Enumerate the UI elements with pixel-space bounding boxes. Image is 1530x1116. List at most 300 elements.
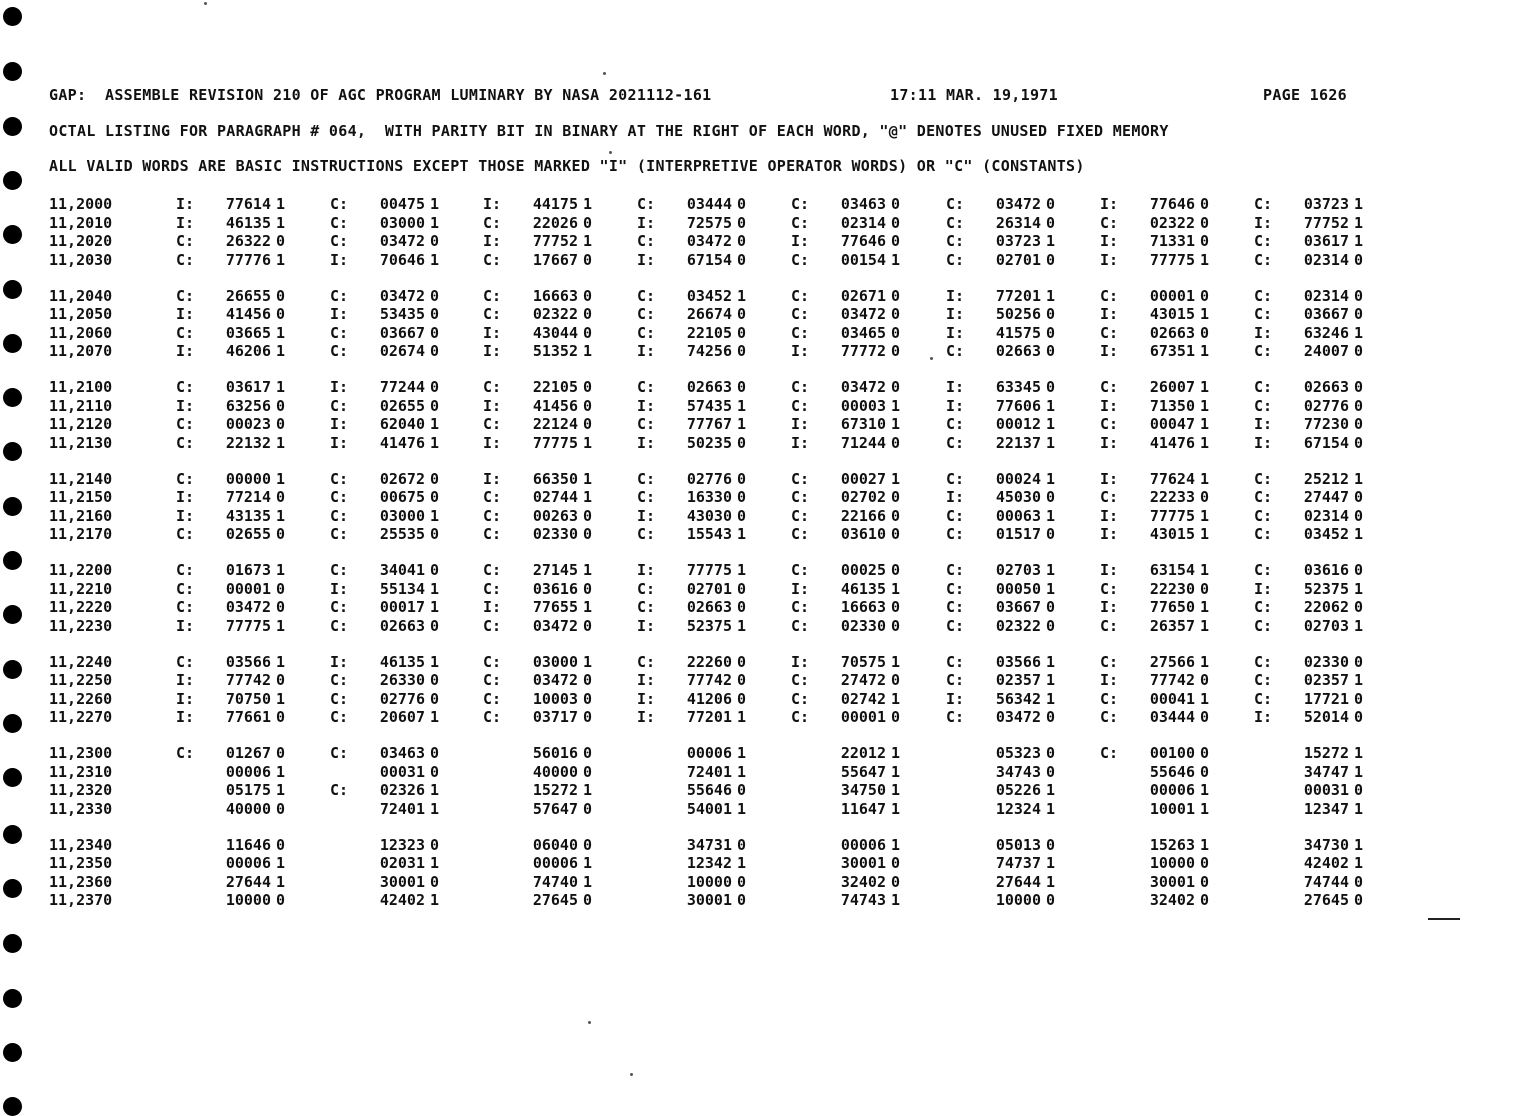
octal-value: 10001 xyxy=(1149,799,1195,818)
word-type-tag: C: xyxy=(483,616,502,635)
memory-word xyxy=(791,415,900,433)
parity-bit: 0 xyxy=(890,598,900,616)
octal-value: 30001 xyxy=(379,872,425,891)
parity-bit: 1 xyxy=(275,213,285,232)
word-type-tag: C: xyxy=(330,286,349,305)
parity-bit: 1 xyxy=(1199,415,1209,433)
parity-bit: 0 xyxy=(890,616,900,635)
word-type-tag: I: xyxy=(1100,195,1119,213)
parity-bit: 0 xyxy=(1199,708,1209,726)
parity-bit: 1 xyxy=(890,250,900,269)
octal-value: 77775 xyxy=(225,616,271,635)
listing-row xyxy=(0,690,1530,708)
word-type-tag: C: xyxy=(1254,396,1273,415)
word-type-tag: I: xyxy=(330,305,349,323)
parity-bit: 1 xyxy=(1045,579,1055,598)
memory-word xyxy=(1100,891,1209,909)
parity-bit: 0 xyxy=(582,250,592,269)
octal-value: 00050 xyxy=(995,579,1041,598)
octal-value: 00041 xyxy=(1149,689,1195,708)
parity-bit: 0 xyxy=(1199,891,1209,909)
parity-bit: 1 xyxy=(429,799,439,818)
word-type-tag: C: xyxy=(1254,250,1273,269)
memory-word xyxy=(330,488,439,506)
memory-word xyxy=(483,525,592,543)
octal-value: 62040 xyxy=(379,415,425,433)
octal-value: 34731 xyxy=(686,835,732,854)
parity-bit: 0 xyxy=(582,708,592,726)
parity-bit: 0 xyxy=(582,835,592,854)
word-type-tag: C: xyxy=(1100,378,1119,396)
memory-word xyxy=(176,708,285,726)
parity-bit: 1 xyxy=(1199,433,1209,452)
octal-value: 26674 xyxy=(686,305,732,323)
memory-word xyxy=(637,690,746,708)
word-type-tag: C: xyxy=(791,213,810,232)
parity-bit: 1 xyxy=(429,250,439,269)
memory-word xyxy=(330,525,439,543)
parity-bit: 0 xyxy=(1045,762,1055,781)
memory-word xyxy=(637,488,746,506)
octal-value: 22026 xyxy=(532,213,578,232)
word-type-tag: I: xyxy=(946,305,965,323)
octal-value: 02031 xyxy=(379,854,425,872)
memory-word xyxy=(1254,324,1363,342)
memory-word xyxy=(483,873,592,891)
memory-word xyxy=(1254,214,1363,232)
parity-bit: 1 xyxy=(1353,213,1363,232)
parity-bit: 1 xyxy=(429,579,439,598)
memory-word xyxy=(1100,836,1209,854)
octal-value: 00006 xyxy=(532,854,578,872)
octal-value: 77752 xyxy=(532,232,578,250)
octal-value: 67310 xyxy=(840,415,886,433)
octal-value: 12347 xyxy=(1303,799,1349,818)
octal-value: 66350 xyxy=(532,469,578,488)
memory-word xyxy=(1254,671,1363,689)
memory-word xyxy=(637,561,746,579)
parity-bit: 1 xyxy=(736,525,746,543)
octal-value: 12342 xyxy=(686,854,732,872)
parity-bit: 0 xyxy=(1199,488,1209,506)
word-type-tag: C: xyxy=(791,469,810,488)
memory-word xyxy=(1254,378,1363,396)
parity-bit: 0 xyxy=(582,415,592,433)
parity-bit: 0 xyxy=(582,396,592,415)
memory-word xyxy=(1254,251,1363,269)
memory-word xyxy=(1254,653,1363,671)
memory-word xyxy=(330,342,439,360)
octal-value: 53435 xyxy=(379,305,425,323)
octal-value: 03452 xyxy=(1303,525,1349,543)
parity-bit: 0 xyxy=(275,835,285,854)
memory-word xyxy=(637,324,746,342)
parity-bit: 1 xyxy=(1199,781,1209,799)
listing-row xyxy=(0,525,1530,543)
parity-bit: 0 xyxy=(736,469,746,488)
parity-bit: 0 xyxy=(275,708,285,726)
word-type-tag: C: xyxy=(330,488,349,506)
octal-value: 55646 xyxy=(1149,762,1195,781)
memory-word xyxy=(946,470,1055,488)
punch-hole-icon xyxy=(3,62,22,81)
memory-word xyxy=(176,397,285,415)
memory-word xyxy=(791,800,900,818)
octal-value: 70575 xyxy=(840,652,886,671)
parity-bit: 1 xyxy=(890,469,900,488)
word-type-tag: C: xyxy=(483,579,502,598)
octal-value: 00263 xyxy=(532,506,578,525)
parity-bit: 0 xyxy=(275,744,285,762)
memory-word xyxy=(483,251,592,269)
parity-bit: 1 xyxy=(1199,469,1209,488)
octal-value: 03472 xyxy=(840,305,886,323)
parity-bit: 1 xyxy=(1353,579,1363,598)
octal-value: 56016 xyxy=(532,744,578,762)
parity-bit: 0 xyxy=(1045,378,1055,396)
octal-value: 63345 xyxy=(995,378,1041,396)
parity-bit: 0 xyxy=(1199,744,1209,762)
listing-row xyxy=(0,378,1530,396)
parity-bit: 0 xyxy=(890,286,900,305)
parity-bit: 1 xyxy=(275,781,285,799)
punch-hole-icon xyxy=(3,1097,22,1116)
memory-word xyxy=(1100,873,1209,891)
memory-word xyxy=(1254,415,1363,433)
memory-word xyxy=(330,781,439,799)
memory-word xyxy=(1254,195,1363,213)
page-number: PAGE 1626 xyxy=(1263,86,1347,104)
memory-word xyxy=(483,434,592,452)
word-type-tag: C: xyxy=(330,781,349,799)
octal-value: 00031 xyxy=(1303,781,1349,799)
octal-value: 22105 xyxy=(532,378,578,396)
parity-bit: 1 xyxy=(736,415,746,433)
parity-bit: 1 xyxy=(582,342,592,360)
octal-value: 03472 xyxy=(225,598,271,616)
parity-bit: 0 xyxy=(890,378,900,396)
memory-word xyxy=(1100,617,1209,635)
parity-bit: 0 xyxy=(736,378,746,396)
word-type-tag: C: xyxy=(637,305,656,323)
memory-word xyxy=(483,232,592,250)
memory-word xyxy=(637,653,746,671)
memory-word xyxy=(1100,251,1209,269)
octal-value: 74744 xyxy=(1303,872,1349,891)
word-type-tag: C: xyxy=(1254,286,1273,305)
parity-bit: 0 xyxy=(1353,378,1363,396)
octal-value: 03616 xyxy=(1303,561,1349,579)
word-type-tag: I: xyxy=(1254,708,1273,726)
word-type-tag: C: xyxy=(791,598,810,616)
memory-word xyxy=(1100,744,1209,762)
memory-word xyxy=(946,598,1055,616)
memory-word xyxy=(637,598,746,616)
memory-word xyxy=(330,287,439,305)
octal-value: 22105 xyxy=(686,323,732,342)
word-type-tag: I: xyxy=(1254,579,1273,598)
parity-bit: 0 xyxy=(890,671,900,689)
parity-bit: 0 xyxy=(275,415,285,433)
octal-value: 01673 xyxy=(225,561,271,579)
listing-row xyxy=(0,671,1530,689)
row-address: 11,2370 xyxy=(49,891,113,909)
memory-word xyxy=(483,342,592,360)
octal-value: 17667 xyxy=(532,250,578,269)
word-type-tag: C: xyxy=(1254,469,1273,488)
word-type-tag: C: xyxy=(176,378,195,396)
memory-word xyxy=(176,214,285,232)
octal-value: 77655 xyxy=(532,598,578,616)
row-address: 11,2040 xyxy=(49,286,113,305)
parity-bit: 0 xyxy=(1045,708,1055,726)
listing-row xyxy=(0,580,1530,598)
parity-bit: 0 xyxy=(429,689,439,708)
word-type-tag: C: xyxy=(791,689,810,708)
memory-word xyxy=(1100,781,1209,799)
octal-value: 00001 xyxy=(1149,286,1195,305)
octal-value: 12323 xyxy=(379,835,425,854)
parity-bit: 0 xyxy=(429,342,439,360)
parity-bit: 0 xyxy=(582,286,592,305)
parity-bit: 0 xyxy=(1045,598,1055,616)
memory-word xyxy=(176,305,285,323)
parity-bit: 1 xyxy=(736,708,746,726)
memory-word xyxy=(637,873,746,891)
memory-word xyxy=(791,873,900,891)
octal-value: 03000 xyxy=(379,213,425,232)
memory-word xyxy=(1100,342,1209,360)
word-type-tag: C: xyxy=(791,561,810,579)
parity-bit: 1 xyxy=(275,250,285,269)
octal-value: 63154 xyxy=(1149,561,1195,579)
octal-value: 22062 xyxy=(1303,598,1349,616)
listing-row xyxy=(0,891,1530,909)
word-type-tag: C: xyxy=(1254,561,1273,579)
octal-value: 74743 xyxy=(840,891,886,909)
octal-value: 56342 xyxy=(995,689,1041,708)
memory-word xyxy=(176,561,285,579)
word-type-tag: C: xyxy=(176,652,195,671)
word-type-tag: I: xyxy=(176,689,195,708)
memory-word xyxy=(1254,800,1363,818)
parity-bit: 1 xyxy=(1199,250,1209,269)
word-type-tag: I: xyxy=(483,342,502,360)
word-type-tag: C: xyxy=(946,616,965,635)
parity-bit: 1 xyxy=(890,689,900,708)
memory-word xyxy=(946,763,1055,781)
parity-bit: 0 xyxy=(890,305,900,323)
memory-word xyxy=(946,671,1055,689)
word-type-tag: C: xyxy=(176,415,195,433)
memory-word xyxy=(637,214,746,232)
memory-word xyxy=(791,854,900,872)
parity-bit: 0 xyxy=(1045,488,1055,506)
octal-value: 15263 xyxy=(1149,835,1195,854)
parity-bit: 0 xyxy=(582,616,592,635)
word-type-tag: I: xyxy=(946,323,965,342)
word-type-tag: C: xyxy=(176,323,195,342)
memory-word xyxy=(946,287,1055,305)
parity-bit: 0 xyxy=(1199,195,1209,213)
octal-value: 15272 xyxy=(532,781,578,799)
memory-word xyxy=(330,324,439,342)
parity-bit: 1 xyxy=(1045,506,1055,525)
memory-word xyxy=(637,763,746,781)
parity-bit: 1 xyxy=(582,469,592,488)
word-type-tag: C: xyxy=(483,689,502,708)
row-address: 11,2340 xyxy=(49,835,113,854)
listing-row xyxy=(0,507,1530,525)
octal-value: 02663 xyxy=(379,616,425,635)
octal-value: 71331 xyxy=(1149,232,1195,250)
word-type-tag: I: xyxy=(637,433,656,452)
parity-bit: 1 xyxy=(275,561,285,579)
memory-word xyxy=(791,836,900,854)
octal-value: 77650 xyxy=(1149,598,1195,616)
parity-bit: 1 xyxy=(582,561,592,579)
memory-word xyxy=(483,507,592,525)
octal-value: 03472 xyxy=(532,616,578,635)
parity-bit: 1 xyxy=(736,854,746,872)
memory-word xyxy=(176,378,285,396)
octal-value: 43030 xyxy=(686,506,732,525)
octal-value: 57647 xyxy=(532,799,578,818)
word-type-tag: C: xyxy=(483,415,502,433)
octal-value: 22137 xyxy=(995,433,1041,452)
octal-value: 02314 xyxy=(1303,506,1349,525)
memory-word xyxy=(1100,708,1209,726)
parity-bit: 1 xyxy=(1199,598,1209,616)
row-address: 11,2060 xyxy=(49,323,113,342)
word-type-tag: C: xyxy=(330,598,349,616)
parity-bit: 1 xyxy=(429,781,439,799)
parity-bit: 1 xyxy=(890,744,900,762)
word-type-tag: C: xyxy=(176,561,195,579)
parity-bit: 0 xyxy=(275,598,285,616)
memory-word xyxy=(1254,873,1363,891)
word-type-tag: I: xyxy=(176,305,195,323)
parity-bit: 0 xyxy=(582,525,592,543)
memory-word xyxy=(1100,287,1209,305)
octal-value: 57435 xyxy=(686,396,732,415)
word-type-tag: C: xyxy=(176,286,195,305)
memory-word xyxy=(637,415,746,433)
octal-value: 42402 xyxy=(379,891,425,909)
punch-hole-icon xyxy=(3,7,22,26)
word-type-tag: I: xyxy=(1100,433,1119,452)
memory-word xyxy=(791,324,900,342)
octal-value: 00001 xyxy=(225,579,271,598)
octal-value: 55134 xyxy=(379,579,425,598)
word-type-tag: C: xyxy=(791,708,810,726)
word-type-tag: C: xyxy=(1254,598,1273,616)
octal-value: 03472 xyxy=(379,232,425,250)
memory-word xyxy=(637,397,746,415)
word-type-tag: C: xyxy=(483,561,502,579)
memory-word xyxy=(330,836,439,854)
memory-word xyxy=(637,744,746,762)
octal-value: 70750 xyxy=(225,689,271,708)
word-type-tag: C: xyxy=(176,232,195,250)
parity-bit: 1 xyxy=(1045,561,1055,579)
octal-value: 70646 xyxy=(379,250,425,269)
octal-value: 46135 xyxy=(840,579,886,598)
octal-value: 05323 xyxy=(995,744,1041,762)
memory-word xyxy=(946,507,1055,525)
parity-bit: 0 xyxy=(736,305,746,323)
row-address: 11,2310 xyxy=(49,762,113,781)
word-type-tag: C: xyxy=(946,652,965,671)
word-type-tag: C: xyxy=(1100,323,1119,342)
word-type-tag: C: xyxy=(1100,616,1119,635)
memory-word xyxy=(483,415,592,433)
word-type-tag: I: xyxy=(637,689,656,708)
memory-word xyxy=(1100,653,1209,671)
memory-word xyxy=(176,507,285,525)
row-address: 11,2070 xyxy=(49,342,113,360)
octal-value: 02776 xyxy=(686,469,732,488)
octal-value: 22124 xyxy=(532,415,578,433)
memory-word xyxy=(176,287,285,305)
listing-row xyxy=(0,434,1530,452)
octal-value: 43015 xyxy=(1149,305,1195,323)
octal-value: 16663 xyxy=(532,286,578,305)
octal-value: 11647 xyxy=(840,799,886,818)
octal-value: 43015 xyxy=(1149,525,1195,543)
octal-value: 27645 xyxy=(1303,891,1349,909)
listing-row xyxy=(0,470,1530,488)
word-type-tag: I: xyxy=(1254,323,1273,342)
memory-word xyxy=(483,763,592,781)
octal-value: 00006 xyxy=(1149,781,1195,799)
memory-word xyxy=(483,488,592,506)
octal-value: 02701 xyxy=(686,579,732,598)
word-type-tag: I: xyxy=(1100,232,1119,250)
parity-bit: 1 xyxy=(736,762,746,781)
octal-value: 17721 xyxy=(1303,689,1349,708)
word-type-tag: I: xyxy=(483,396,502,415)
parity-bit: 0 xyxy=(890,323,900,342)
octal-value: 30001 xyxy=(686,891,732,909)
octal-value: 00001 xyxy=(840,708,886,726)
memory-word xyxy=(176,470,285,488)
row-address: 11,2270 xyxy=(49,708,113,726)
octal-value: 03667 xyxy=(1303,305,1349,323)
row-address: 11,2200 xyxy=(49,561,113,579)
memory-word xyxy=(791,507,900,525)
parity-bit: 1 xyxy=(1045,433,1055,452)
memory-word xyxy=(1254,781,1363,799)
row-address: 11,2250 xyxy=(49,671,113,689)
word-type-tag: C: xyxy=(791,525,810,543)
parity-bit: 1 xyxy=(1199,378,1209,396)
octal-value: 02655 xyxy=(379,396,425,415)
memory-word xyxy=(791,378,900,396)
word-type-tag: I: xyxy=(791,232,810,250)
word-type-tag: I: xyxy=(1100,342,1119,360)
listing-row xyxy=(0,800,1530,818)
parity-bit: 1 xyxy=(890,799,900,818)
octal-value: 02703 xyxy=(1303,616,1349,635)
octal-value: 02776 xyxy=(379,689,425,708)
memory-word xyxy=(330,507,439,525)
memory-word xyxy=(791,891,900,909)
word-type-tag: C: xyxy=(637,525,656,543)
word-type-tag: I: xyxy=(483,469,502,488)
word-type-tag: C: xyxy=(330,195,349,213)
row-address: 11,2330 xyxy=(49,799,113,818)
